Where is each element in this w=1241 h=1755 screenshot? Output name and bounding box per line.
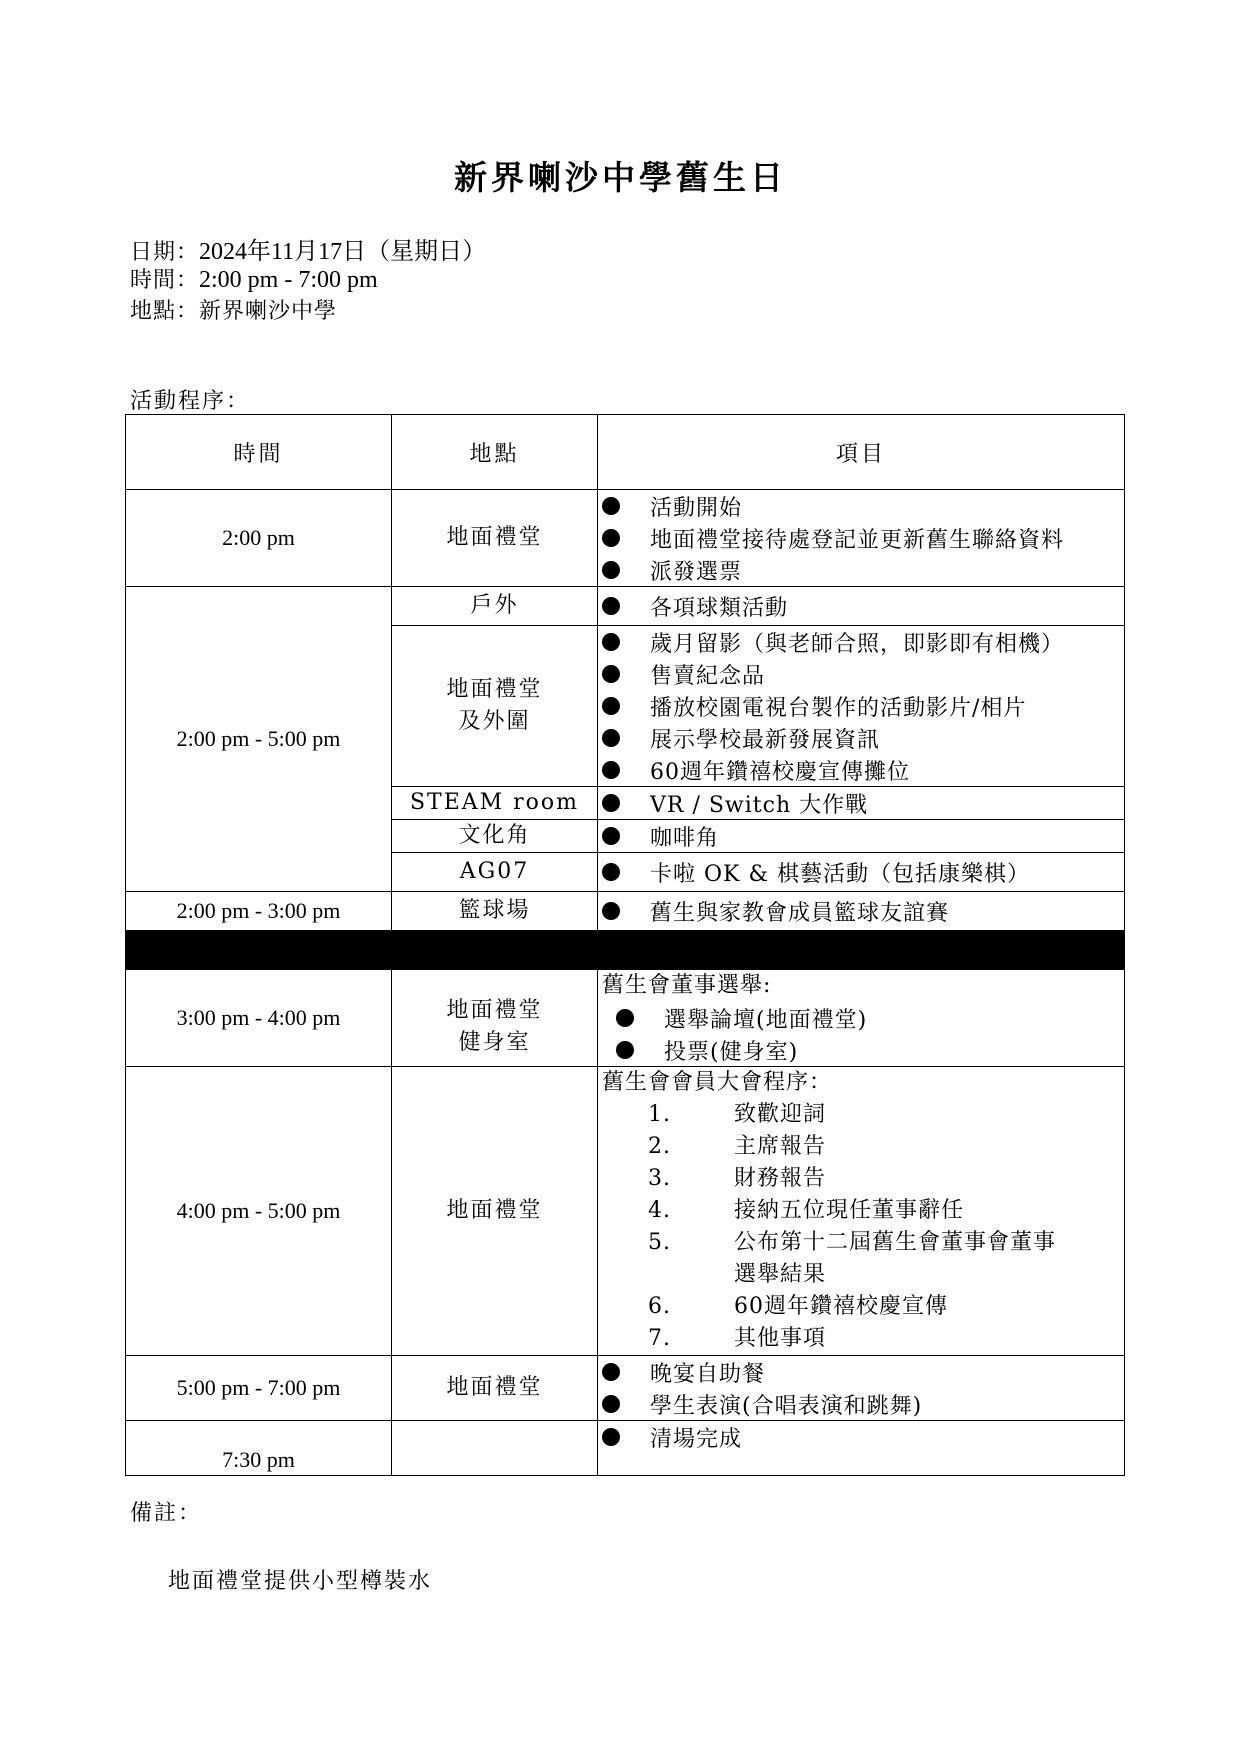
row-location [392, 1421, 598, 1476]
row-items [598, 853, 1125, 892]
event-venue [130, 294, 337, 325]
bullet-icon [602, 794, 620, 812]
list-item: 60週年鑽禧校慶宣傳攤位 [598, 754, 1124, 786]
table-row [126, 1421, 1125, 1476]
bullet-icon [616, 1041, 634, 1059]
row-time: 2:00 pm - 5:00 pm [126, 587, 392, 892]
row-time: 4:00 pm - 5:00 pm [126, 1067, 392, 1356]
row-items [598, 1421, 1125, 1476]
ordered-list [602, 1099, 1124, 1355]
row-time: 7:30 pm [126, 1421, 392, 1476]
remark-label: 備註： [130, 1501, 203, 1526]
list-item: 學生表演(合唱表演和跳舞) [598, 1388, 1124, 1420]
row-items [598, 892, 1125, 931]
table-row [126, 892, 1125, 931]
separator-cell [392, 931, 598, 970]
bullet-icon [602, 827, 620, 845]
list-item: VR / Switch 大作戰 [598, 787, 1124, 819]
list-item: 清場完成 [598, 1421, 1124, 1453]
row-time: 2:00 pm [126, 490, 392, 587]
list-item: 4. 接納五位現任董事辭任 [648, 1198, 965, 1223]
row-location: 地面禮堂 及外圍 [392, 626, 598, 787]
time-value: 2:00 pm - 7:00 pm [199, 267, 378, 293]
list-item: 各項球類活動 [598, 590, 1124, 622]
row-time: 5:00 pm - 7:00 pm [126, 1356, 392, 1421]
row-location: STEAM room [392, 787, 598, 820]
bullet-icon [602, 863, 620, 881]
date-label: 日期： [130, 240, 200, 265]
list-item: 舊生與家教會成員籃球友誼賽 [598, 895, 1124, 927]
list-item: 6. 60週年鑽禧校慶宣傳 [648, 1294, 948, 1319]
table-row [126, 490, 1125, 587]
row-location: 地面禮堂 [392, 490, 598, 587]
row-items [598, 970, 1125, 1067]
table-row [126, 970, 1125, 1067]
separator-cell [598, 931, 1125, 970]
row-location: AG07 [392, 853, 598, 892]
row-location: 地面禮堂 健身室 [392, 970, 598, 1067]
list-item: 派發選票 [598, 554, 1124, 586]
row-items [598, 820, 1125, 853]
list-item: 晚宴自助餐 [598, 1356, 1124, 1388]
bullet-icon [602, 697, 620, 715]
row-items [598, 787, 1125, 820]
row-time: 2:00 pm - 3:00 pm [126, 892, 392, 931]
remark-text: 地面禮堂提供小型樽裝水 [168, 1569, 433, 1594]
row-location: 文化角 [392, 820, 598, 853]
time-label: 時間： [130, 268, 200, 293]
header-items: 項目 [598, 415, 1125, 490]
list-item: 2. 主席報告 [648, 1134, 827, 1159]
date-value: 2024年11月17日（星期日） [199, 239, 487, 265]
event-time [130, 263, 378, 294]
row-items [598, 490, 1125, 587]
list-item: 歲月留影（與老師合照，即影即有相機） [598, 626, 1124, 658]
bullet-icon [602, 761, 620, 779]
list-item: 活動開始 [598, 490, 1124, 522]
list-item: 5. 公布第十二屆舊生會董事會董事選舉結果 [648, 1230, 1057, 1287]
row-time: 3:00 pm - 4:00 pm [126, 970, 392, 1067]
row-location: 籃球場 [392, 892, 598, 931]
bullet-icon [602, 729, 620, 747]
list-item: 7. 其他事項 [648, 1326, 827, 1351]
schedule-label: 活動程序： [130, 389, 251, 414]
separator-row [126, 931, 1125, 970]
list-item: 播放校園電視台製作的活動影片/相片 [598, 690, 1124, 722]
row-items [598, 626, 1125, 787]
list-item: 地面禮堂接待處登記並更新舊生聯絡資料 [598, 522, 1124, 554]
bullet-icon [602, 633, 620, 651]
list-item: 1. 致歡迎詞 [648, 1102, 827, 1127]
bullet-icon [602, 665, 620, 683]
event-date [130, 231, 486, 266]
header-location: 地點 [392, 415, 598, 490]
list-item: 卡啦 OK & 棋藝活動（包括康樂棋） [598, 856, 1124, 888]
schedule-table [125, 414, 1125, 1476]
row-location: 地面禮堂 [392, 1356, 598, 1421]
table-header-row [126, 415, 1125, 490]
list-item: 3. 財務報告 [648, 1166, 827, 1191]
row-items [598, 1356, 1125, 1421]
list-item: 咖啡角 [598, 820, 1124, 852]
bullet-icon [602, 1363, 620, 1381]
bullet-icon [602, 561, 620, 579]
bullet-icon [602, 497, 620, 515]
bullet-icon [602, 1395, 620, 1413]
header-time: 時間 [126, 415, 392, 490]
bullet-icon [602, 1428, 620, 1446]
section-heading: 舊生會會員大會程序： [602, 1070, 833, 1095]
table-row [126, 587, 1125, 626]
bullet-icon [602, 529, 620, 547]
list-item: 選舉論壇(地面禮堂) [602, 1002, 1124, 1034]
list-item: 投票(健身室) [602, 1034, 1124, 1066]
separator-cell [126, 931, 392, 970]
row-location: 地面禮堂 [392, 1067, 598, 1356]
table-row [126, 1067, 1125, 1356]
bullet-icon [602, 902, 620, 920]
row-location: 戶外 [392, 587, 598, 626]
venue-value: 新界喇沙中學 [199, 299, 338, 324]
list-item: 展示學校最新發展資訊 [598, 722, 1124, 754]
table-row [126, 1356, 1125, 1421]
row-items [598, 587, 1125, 626]
bullet-icon [602, 597, 620, 615]
venue-label: 地點： [130, 299, 200, 324]
page-title: 新界喇沙中學舊生日 [454, 158, 787, 197]
row-items [598, 1067, 1125, 1356]
bullet-icon [616, 1009, 634, 1027]
list-item: 售賣紀念品 [598, 658, 1124, 690]
section-heading: 舊生會董事選舉: [602, 973, 772, 998]
